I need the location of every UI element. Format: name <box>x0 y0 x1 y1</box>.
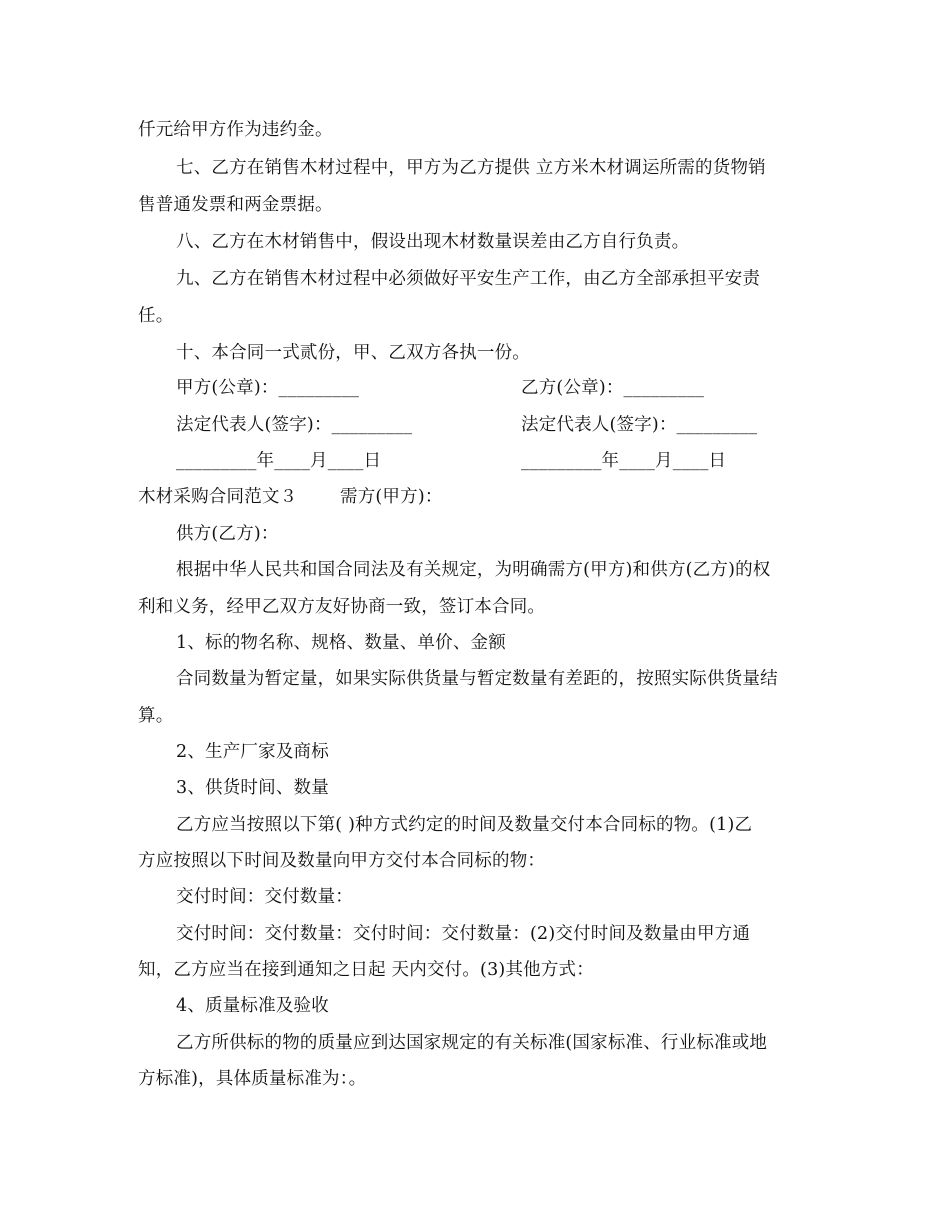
section-2-heading: 2、生产厂家及商标 <box>176 742 329 762</box>
paragraph-line: 算。 <box>138 706 174 726</box>
paragraph-line: 知，乙方应当在接到通知之日起 天内交付。(3)其他方式： <box>138 960 594 980</box>
party-a-representative: 法定代表人(签字)：_________ <box>176 415 413 435</box>
party-b-seal: 乙方(公章)：_________ <box>521 378 705 398</box>
clause-9-line: 九、乙方在销售木材过程中必须做好平安生产工作，由乙方全部承担平安责 <box>176 269 761 289</box>
section-3-heading: 3、供货时间、数量 <box>176 778 329 798</box>
paragraph-line: 方应按照以下时间及数量向甲方交付本合同标的物： <box>138 851 546 871</box>
clause-7-line: 七、乙方在销售木材过程中，甲方为乙方提供 立方米木材调运所需的货物销 <box>176 158 766 178</box>
paragraph-line: 方标准)，具体质量标准为：。 <box>138 1069 367 1089</box>
section-1-heading: 1、标的物名称、规格、数量、单价、金额 <box>176 633 506 653</box>
paragraph-line: 交付时间：交付数量：交付时间：交付数量：(2)交付时间及数量由甲方通 <box>176 924 751 944</box>
contract-3-title: 木材采购合同范文３ <box>138 487 298 507</box>
party-b-representative: 法定代表人(签字)：_________ <box>521 415 758 435</box>
party-b-date: _________年____月____日 <box>521 451 727 471</box>
clause-8: 八、乙方在木材销售中，假设出现木材数量误差由乙方自行负责。 <box>176 232 690 252</box>
paragraph-line: 乙方所供标的物的质量应到达国家规定的有关标准(国家标准、行业标准或地 <box>176 1033 768 1053</box>
buyer-label: 需方(甲方)： <box>340 487 443 507</box>
paragraph-line: 利和义务，经甲乙双方友好协商一致，签订本合同。 <box>138 597 546 617</box>
paragraph-line: 仟元给甲方作为违约金。 <box>138 120 333 140</box>
supplier-label: 供方(乙方)： <box>176 524 279 544</box>
section-4-heading: 4、质量标准及验收 <box>176 996 329 1016</box>
paragraph-line: 任。 <box>138 306 174 326</box>
paragraph-line: 乙方应当按照以下第( )种方式约定的时间及数量交付本合同标的物。(1)乙 <box>176 815 753 835</box>
paragraph-line: 根据中华人民共和国合同法及有关规定，为明确需方(甲方)和供方(乙方)的权 <box>176 560 771 580</box>
paragraph-line: 售普通发票和两金票据。 <box>138 195 333 215</box>
paragraph-line: 合同数量为暂定量，如果实际供货量与暂定数量有差距的，按照实际供货量结 <box>176 669 778 689</box>
party-a-seal: 甲方(公章)：_________ <box>176 378 360 398</box>
delivery-line: 交付时间：交付数量： <box>176 887 353 907</box>
party-a-date: _________年____月____日 <box>176 451 382 471</box>
clause-10: 十、本合同一式贰份，甲、乙双方各执一份。 <box>176 343 530 363</box>
